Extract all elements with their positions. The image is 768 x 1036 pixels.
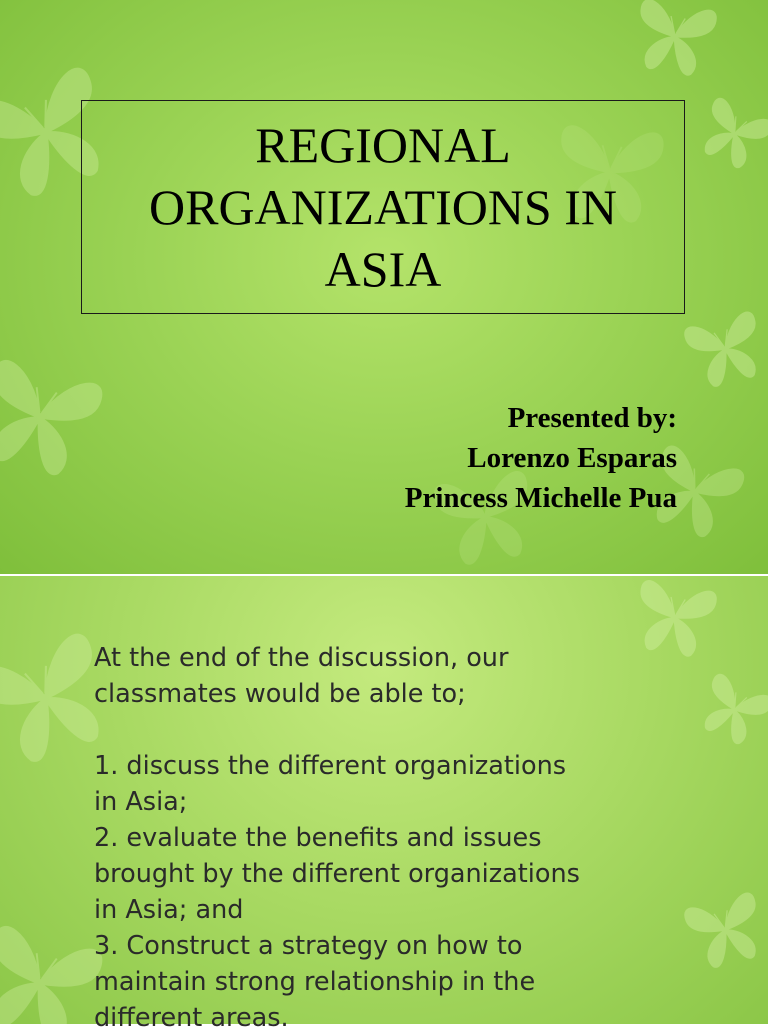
presenter-name: Lorenzo Esparas bbox=[467, 442, 677, 474]
intro-line: classmates would be able to; bbox=[94, 679, 466, 709]
title-box bbox=[81, 100, 685, 314]
objective-line: maintain strong relationship in the bbox=[94, 967, 536, 997]
butterfly-icon bbox=[613, 0, 737, 89]
butterfly-icon bbox=[671, 295, 768, 400]
butterfly-icon bbox=[683, 82, 768, 184]
objective-line: in Asia; and bbox=[94, 895, 244, 925]
objectives-text bbox=[94, 640, 704, 1036]
intro-line: At the end of the discussion, our bbox=[94, 643, 509, 673]
title-line: REGIONAL bbox=[255, 117, 511, 173]
presenters-block bbox=[405, 398, 677, 518]
objective-line: 3. Construct a strategy on how to bbox=[94, 931, 523, 961]
slide-title bbox=[149, 114, 617, 300]
objective-line: 2. evaluate the benefits and issues bbox=[94, 823, 542, 853]
presented-by-label: Presented by: bbox=[507, 402, 677, 434]
title-line: ASIA bbox=[324, 241, 442, 297]
objective-line: 1. discuss the different organizations bbox=[94, 751, 567, 781]
butterfly-icon bbox=[0, 335, 120, 494]
objective-line: in Asia; bbox=[94, 787, 188, 817]
objective-line: brought by the different organizations bbox=[94, 859, 580, 889]
presenter-name: Princess Michelle Pua bbox=[404, 482, 677, 514]
title-line: ORGANIZATIONS IN bbox=[148, 179, 618, 235]
objective-line: different areas. bbox=[94, 1003, 289, 1033]
